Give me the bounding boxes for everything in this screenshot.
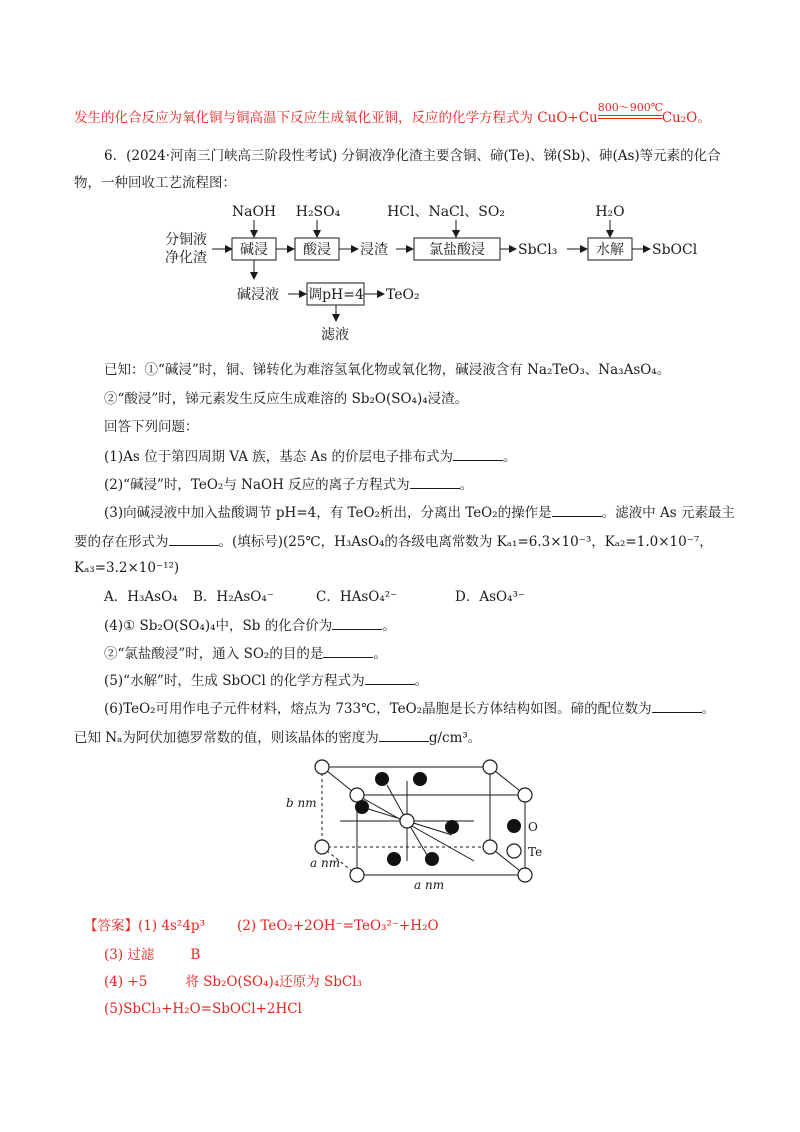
flow-box3-label: 氯盐酸浸 (429, 242, 485, 258)
flow-product-teo2: TeO₂ (386, 287, 420, 303)
q4-blank-1 (332, 615, 382, 630)
q6-blank-1 (652, 698, 702, 713)
q4-2-text: ②“氯盐酸浸”时，通入 SO₂的目的是 (104, 646, 324, 662)
answer-intro: 回答下列问题： (104, 419, 199, 435)
q3-blank-2 (169, 531, 219, 546)
answer-tag: 【答案】 (84, 918, 138, 934)
q5-period: 。 (414, 673, 429, 689)
answer-line-5: (5)SbCl₃+H₂O=SbOCl+2HCl (104, 1001, 302, 1017)
q6-line1 (104, 698, 715, 719)
flow-source-2: 净化渣 (165, 250, 207, 266)
option-c: C．HAsO₄²⁻ (316, 589, 398, 605)
q3-text-a: (3)向碱浸液中加入盐酸调节 pH=4，有 TeO₂析出，分离出 TeO₂的操作是 (104, 505, 552, 521)
q6-line2 (74, 727, 481, 748)
flow-box2-label: 酸浸 (303, 242, 331, 258)
q3-line3: Kₐ₃=3.2×10⁻¹²) (74, 560, 180, 576)
answer-3-2: B (190, 947, 201, 963)
intro-text: 发生的化合反应为氧化铜与铜高温下反应生成氧化亚铜，反应的化学方程式为 CuO+Cu (74, 110, 598, 126)
q1-text: (1)As 位于第四周期 VA 族，基态 As 的价层电子排布式为 (104, 449, 454, 465)
q4-line2 (104, 643, 387, 664)
q4-blank-2 (323, 643, 373, 658)
q3-text-c: 要的存在形式为 (74, 534, 169, 550)
flow-reagent-h2so4: H₂SO₄ (295, 204, 341, 220)
option-d: D．AsO₄³⁻ (455, 589, 526, 605)
q2-period: 。 (459, 477, 474, 493)
flow-reagent-hcl: HCl、NaCl、SO₂ (387, 204, 505, 220)
q4-1-text: (4)① Sb₂O(SO₄)₄中，Sb 的化合价为 (104, 618, 333, 634)
crystal-cell-figure (282, 755, 582, 895)
q2-blank (410, 474, 460, 489)
answer-4-2: 将 Sb₂O(SO₄)₄还原为 SbCl₃ (185, 974, 362, 990)
q3-line2 (74, 531, 713, 552)
known-1: 已知：①“碱浸”时，铜、锑转化为难溶氢氧化物或氧化物，碱浸液含有 Na₂TeO₃、Na₃AsO₄。 (104, 362, 671, 378)
answer-2: (2) TeO₂+2OH⁻=TeO₃²⁻+H₂O (237, 918, 439, 934)
reaction-condition: 800～900℃ (597, 101, 664, 114)
flow-box5-label: 调pH=4 (308, 287, 364, 303)
q1-line (104, 446, 517, 467)
flow-box4-label: 水解 (596, 242, 624, 258)
q3-blank-1 (552, 502, 602, 517)
q4-1-period: 。 (382, 618, 396, 634)
answer-line-3 (104, 945, 200, 965)
option-b: B．H₂AsO₄⁻ (193, 589, 274, 605)
q6-text-a: (6)TeO₂可用作电子元件材料，熔点为 733℃，TeO₂晶胞是长方体结构如图。碲的配位数为 (104, 701, 652, 717)
q5-blank (365, 670, 415, 685)
q1-period: 。 (503, 449, 517, 465)
flow-reagent-h2o: H₂O (595, 204, 625, 220)
q3-text-d: 。(填标号)(25℃，H₃AsO₄的各级电离常数为 Kₐ₁=6.3×10⁻³，Kₐ₂=1.0×10⁻⁷， (218, 534, 713, 550)
label-a-nm-bottom: a nm (414, 878, 445, 892)
q3-text-b: 。滤液中 As 元素最主 (601, 505, 735, 521)
q4-2-period: 。 (373, 646, 387, 662)
option-a: A．H₃AsO₄ (104, 589, 178, 605)
q5-line (104, 670, 428, 691)
known-2: ②“酸浸”时，锑元素发生反应生成难溶的 Sb₂O(SO₄)₄浸渣。 (104, 391, 469, 407)
legend-o: O (528, 820, 538, 834)
q6-period: 。 (701, 701, 716, 717)
q2-text: (2)“碱浸”时，TeO₂与 NaOH 反应的离子方程式为 (104, 477, 410, 493)
q5-text: (5)“水解”时，生成 SbOCl 的化学方程式为 (104, 673, 365, 689)
flow-sbcl3: SbCl₃ (518, 242, 558, 258)
q4-line1 (104, 615, 396, 636)
process-flow-diagram (160, 198, 720, 348)
answer-4-1: (4) +5 (104, 974, 148, 990)
label-b-nm: b nm (286, 796, 317, 810)
flow-product-sbocl: SbOCl (652, 242, 698, 258)
q2-line (104, 474, 473, 495)
flow-reagent-naoh: NaOH (231, 204, 277, 220)
flow-leach-residue: 浸渣 (360, 242, 388, 258)
answer-line-4 (104, 972, 362, 992)
q6-blank-2 (379, 727, 429, 742)
q6-text-b: 已知 Nₐ为阿伏加德罗常数的值，则该晶体的密度为 (74, 730, 379, 746)
reaction-arrow (597, 101, 664, 122)
flow-alkali-liquor: 碱浸液 (237, 287, 279, 303)
intro-line (74, 101, 711, 128)
label-a-nm-left: a nm (310, 856, 341, 870)
flow-box1-label: 碱浸 (240, 242, 268, 258)
answer-3-1: (3) 过滤 (104, 947, 155, 963)
flow-filtrate: 滤液 (321, 327, 349, 343)
flow-source-1: 分铜液 (165, 232, 207, 248)
q6-unit: g/cm³。 (428, 730, 482, 746)
question-stem-1: 6．(2024·河南三门峡高三阶段性考试) 分铜液净化渣主要含铜、碲(Te)、锑(Sb)、砷(As)等元素的化合 (104, 148, 721, 164)
q1-blank (453, 446, 503, 461)
intro-product: Cu₂O。 (661, 110, 711, 126)
legend-te: Te (528, 845, 543, 859)
question-stem-2: 物，一种回收工艺流程图： (74, 175, 236, 191)
q3-line1 (104, 502, 735, 523)
answer-line-1 (84, 916, 439, 936)
answer-1: (1) 4s²4p³ (138, 918, 205, 934)
